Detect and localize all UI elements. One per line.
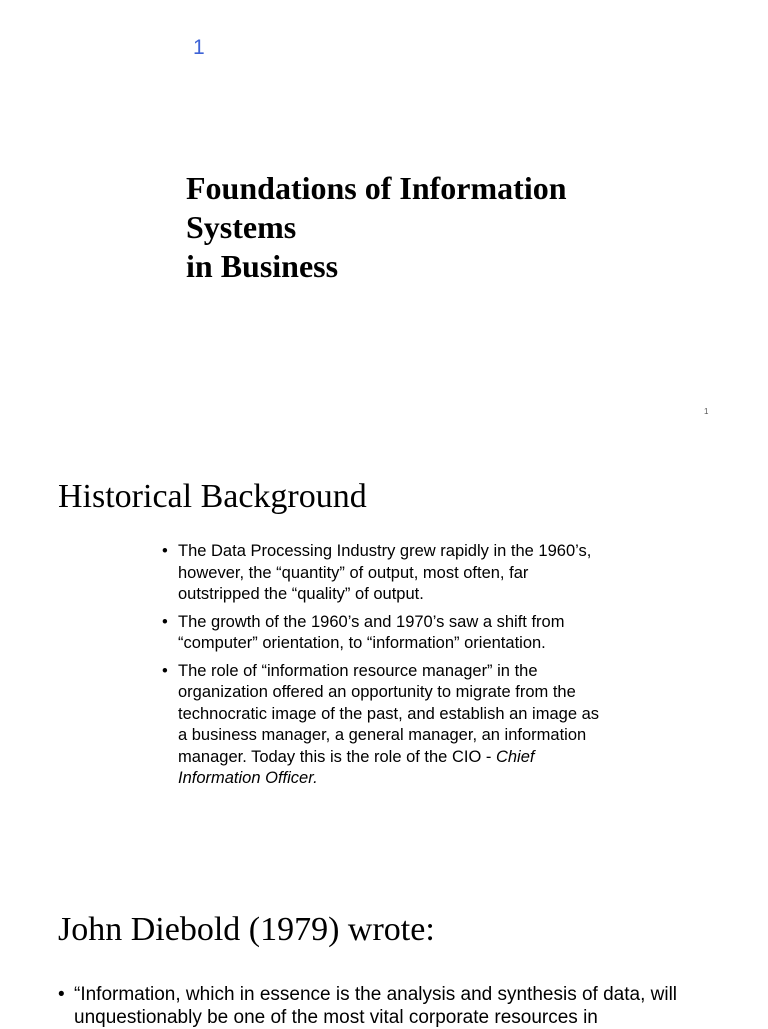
bullet-emphasis: Chief Information Officer.: [178, 747, 535, 787]
section-heading-historical-background: Historical Background: [58, 478, 367, 515]
historical-background-bullet-list: [162, 541, 612, 796]
title-line: in Business: [186, 248, 339, 284]
section-heading-john-diebold: John Diebold (1979) wrote:: [58, 911, 435, 948]
diebold-quote-bullet-list: [58, 983, 758, 1029]
slide-number: 1: [704, 407, 709, 416]
title-line: Foundations of Information: [186, 170, 567, 206]
title-line: Systems: [186, 209, 297, 245]
page-number: 1: [193, 36, 205, 59]
bullet-item: • The Data Processing Industry grew rapidly in the 1960’s, however, the “quantity” of output, most often, far outstripped the “quality” of output.: [162, 541, 612, 606]
document-title: [186, 169, 706, 286]
bullet-text: The role of “information resource manager” in the organization offered an opportunity to migrate from the technocratic image of the past, and establish an image as a business manager, a general manager, an information manager. Today this is the role of the CIO -: [178, 661, 599, 766]
bullet-item: • The growth of the 1960’s and 1970’s saw a shift from “computer” orientation, to “information” orientation.: [162, 612, 612, 655]
bullet-item: • “Information, which in essence is the analysis and synthesis of data, will unquestionably be one of the most vital corporate resources in: [58, 983, 758, 1029]
bullet-item: [162, 661, 612, 790]
